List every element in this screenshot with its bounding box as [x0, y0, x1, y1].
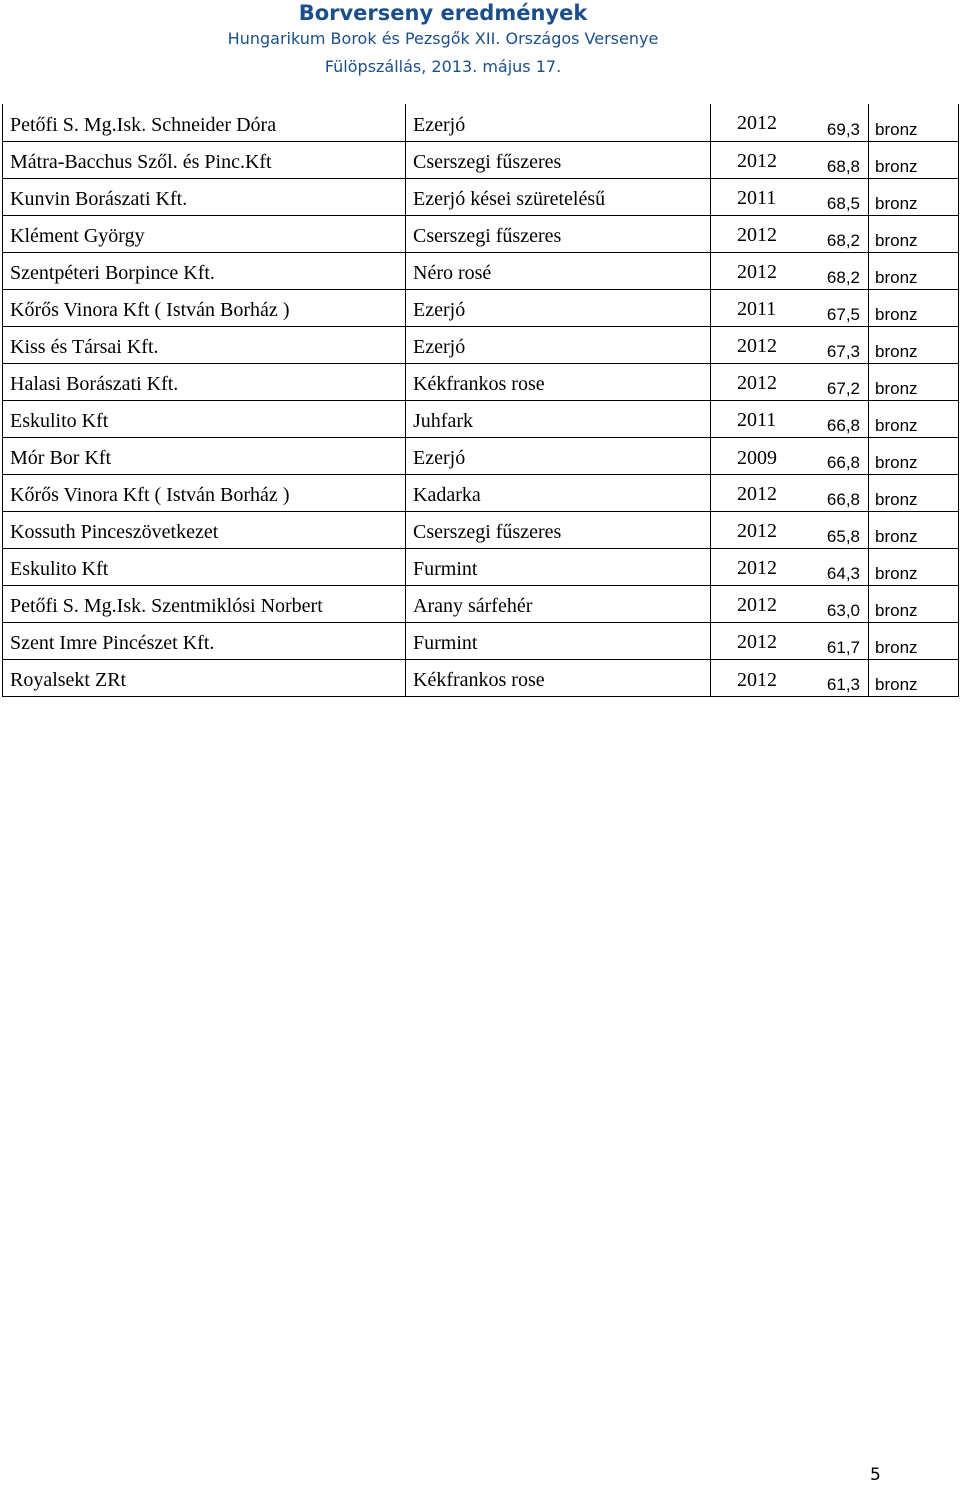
vintage-year: 2012	[737, 483, 777, 505]
medal-cell	[869, 179, 959, 215]
wine-cell	[406, 104, 711, 141]
medal-cell	[869, 438, 959, 474]
score-value: 68,8	[826, 157, 860, 176]
wine-cell	[406, 475, 711, 511]
wine-name: Kékfrankos rose	[413, 669, 545, 691]
vintage-year: 2012	[737, 520, 777, 542]
wine-cell	[406, 586, 711, 622]
vintage-year: 2012	[737, 335, 777, 357]
vintage-year: 2012	[737, 372, 777, 394]
vintage-year: 2012	[737, 631, 777, 653]
place-and-date: Fülöpszállás, 2013. május 17.	[324, 57, 562, 76]
result-row	[3, 401, 959, 438]
wine-cell	[406, 290, 711, 326]
producer-cell	[3, 512, 406, 548]
score-value: 66,8	[826, 490, 860, 509]
vintage-year: 2011	[737, 409, 777, 431]
wine-name: Cserszegi fűszeres	[413, 521, 562, 543]
score-value: 68,2	[826, 268, 860, 287]
producer-name: Kőrős Vinora Kft ( István Borház )	[10, 484, 290, 506]
result-row	[3, 364, 959, 401]
wine-name: Arany sárfehér	[413, 595, 533, 617]
wine-cell	[406, 179, 711, 215]
medal-cell	[869, 104, 959, 141]
producer-cell	[3, 104, 406, 141]
vintage-year: 2011	[737, 298, 777, 320]
vintage-year: 2012	[737, 594, 777, 616]
medal-cell	[869, 549, 959, 585]
producer-cell	[3, 142, 406, 178]
medal-label: bronz	[875, 527, 918, 546]
year-score-cell	[711, 142, 869, 178]
year-score-cell	[711, 660, 869, 696]
medal-cell	[869, 327, 959, 363]
score-value: 67,2	[826, 379, 860, 398]
result-row	[3, 438, 959, 475]
producer-name: Kiss és Társai Kft.	[10, 336, 159, 358]
result-row	[3, 327, 959, 364]
year-score-cell	[711, 327, 869, 363]
producer-name: Royalsekt ZRt	[10, 669, 127, 691]
producer-name: Szent Imre Pincészet Kft.	[10, 632, 215, 654]
medal-cell	[869, 253, 959, 289]
vintage-year: 2012	[737, 224, 777, 246]
results-table	[2, 104, 959, 697]
year-score-cell	[711, 549, 869, 585]
wine-name: Néro rosé	[413, 262, 492, 284]
producer-name: Eskulito Kft	[10, 410, 109, 432]
medal-cell	[869, 364, 959, 400]
producer-name: Kossuth Pinceszövetkezet	[10, 521, 219, 543]
score-value: 61,7	[826, 638, 860, 657]
wine-name: Furmint	[413, 558, 478, 580]
producer-name: Klément György	[10, 225, 145, 247]
wine-cell	[406, 327, 711, 363]
year-score-cell	[711, 290, 869, 326]
result-row	[3, 179, 959, 216]
year-score-cell	[711, 216, 869, 252]
score-value: 61,3	[826, 675, 860, 694]
score-value: 66,8	[826, 453, 860, 472]
producer-name: Kőrős Vinora Kft ( István Borház )	[10, 299, 290, 321]
score-value: 67,3	[826, 342, 860, 361]
medal-cell	[869, 475, 959, 511]
result-row	[3, 216, 959, 253]
wine-name: Cserszegi fűszeres	[413, 151, 562, 173]
medal-cell	[869, 290, 959, 326]
year-score-cell	[711, 253, 869, 289]
producer-cell	[3, 549, 406, 585]
producer-cell	[3, 290, 406, 326]
score-value: 65,8	[826, 527, 860, 546]
producer-name: Mór Bor Kft	[10, 447, 112, 469]
producer-cell	[3, 475, 406, 511]
medal-label: bronz	[875, 305, 918, 324]
wine-cell	[406, 512, 711, 548]
year-score-cell	[711, 438, 869, 474]
year-score-cell	[711, 364, 869, 400]
wine-cell	[406, 438, 711, 474]
wine-name: Ezerjó	[413, 447, 466, 469]
medal-cell	[869, 586, 959, 622]
medal-label: bronz	[875, 564, 918, 583]
producer-cell	[3, 216, 406, 252]
year-score-cell	[711, 401, 869, 437]
wine-name: Kadarka	[413, 484, 481, 506]
medal-cell	[869, 623, 959, 659]
wine-name: Ezerjó kései szüretelésű	[413, 188, 606, 210]
wine-cell	[406, 623, 711, 659]
page-title: Borverseny eredmények	[298, 1, 588, 25]
result-row	[3, 104, 959, 142]
wine-cell	[406, 142, 711, 178]
result-row	[3, 253, 959, 290]
medal-label: bronz	[875, 194, 918, 213]
vintage-year: 2012	[737, 112, 777, 134]
medal-label: bronz	[875, 120, 918, 139]
producer-name: Kunvin Borászati Kft.	[10, 188, 188, 210]
medal-label: bronz	[875, 157, 918, 176]
medal-label: bronz	[875, 675, 918, 694]
year-score-cell	[711, 104, 869, 141]
year-score-cell	[711, 586, 869, 622]
producer-name: Szentpéteri Borpince Kft.	[10, 262, 215, 284]
medal-label: bronz	[875, 231, 918, 250]
producer-cell	[3, 364, 406, 400]
medal-cell	[869, 401, 959, 437]
producer-cell	[3, 179, 406, 215]
vintage-year: 2011	[737, 187, 777, 209]
vintage-year: 2012	[737, 557, 777, 579]
producer-name: Petőfi S. Mg.Isk. Schneider Dóra	[10, 114, 277, 136]
score-value: 63,0	[826, 601, 860, 620]
medal-label: bronz	[875, 268, 918, 287]
wine-cell	[406, 253, 711, 289]
medal-cell	[869, 216, 959, 252]
producer-name: Halasi Borászati Kft.	[10, 373, 179, 395]
wine-cell	[406, 216, 711, 252]
wine-name: Ezerjó	[413, 299, 466, 321]
wine-name: Ezerjó	[413, 114, 466, 136]
producer-name: Eskulito Kft	[10, 558, 109, 580]
producer-cell	[3, 438, 406, 474]
score-value: 67,5	[826, 305, 860, 324]
wine-cell	[406, 364, 711, 400]
vintage-year: 2012	[737, 150, 777, 172]
result-row	[3, 660, 959, 697]
wine-name: Juhfark	[413, 410, 473, 432]
result-row	[3, 549, 959, 586]
medal-label: bronz	[875, 601, 918, 620]
medal-cell	[869, 512, 959, 548]
vintage-year: 2009	[737, 447, 777, 469]
competition-name: Hungarikum Borok és Pezsgők XII. Országos Versenye	[227, 29, 659, 48]
result-row	[3, 290, 959, 327]
medal-cell	[869, 660, 959, 696]
year-score-cell	[711, 179, 869, 215]
score-value: 66,8	[826, 416, 860, 435]
result-row	[3, 142, 959, 179]
wine-name: Kékfrankos rose	[413, 373, 545, 395]
year-score-cell	[711, 512, 869, 548]
result-row	[3, 512, 959, 549]
medal-label: bronz	[875, 379, 918, 398]
medal-label: bronz	[875, 490, 918, 509]
producer-cell	[3, 660, 406, 696]
producer-cell	[3, 586, 406, 622]
medal-label: bronz	[875, 638, 918, 657]
year-score-cell	[711, 623, 869, 659]
medal-label: bronz	[875, 453, 918, 472]
medal-label: bronz	[875, 416, 918, 435]
result-row	[3, 586, 959, 623]
wine-cell	[406, 401, 711, 437]
result-row	[3, 475, 959, 512]
wine-name: Furmint	[413, 632, 478, 654]
producer-name: Petőfi S. Mg.Isk. Szentmiklósi Norbert	[10, 595, 323, 617]
year-score-cell	[711, 475, 869, 511]
wine-name: Cserszegi fűszeres	[413, 225, 562, 247]
wine-name: Ezerjó	[413, 336, 466, 358]
producer-cell	[3, 327, 406, 363]
score-value: 68,5	[826, 194, 860, 213]
page-number: 5	[870, 1465, 881, 1485]
producer-name: Mátra-Bacchus Szől. és Pinc.Kft	[10, 151, 272, 173]
result-row	[3, 623, 959, 660]
vintage-year: 2012	[737, 669, 777, 691]
vintage-year: 2012	[737, 261, 777, 283]
score-value: 68,2	[826, 231, 860, 250]
producer-cell	[3, 623, 406, 659]
wine-cell	[406, 549, 711, 585]
score-value: 69,3	[826, 120, 860, 139]
producer-cell	[3, 401, 406, 437]
wine-cell	[406, 660, 711, 696]
producer-cell	[3, 253, 406, 289]
score-value: 64,3	[826, 564, 860, 583]
medal-cell	[869, 142, 959, 178]
medal-label: bronz	[875, 342, 918, 361]
